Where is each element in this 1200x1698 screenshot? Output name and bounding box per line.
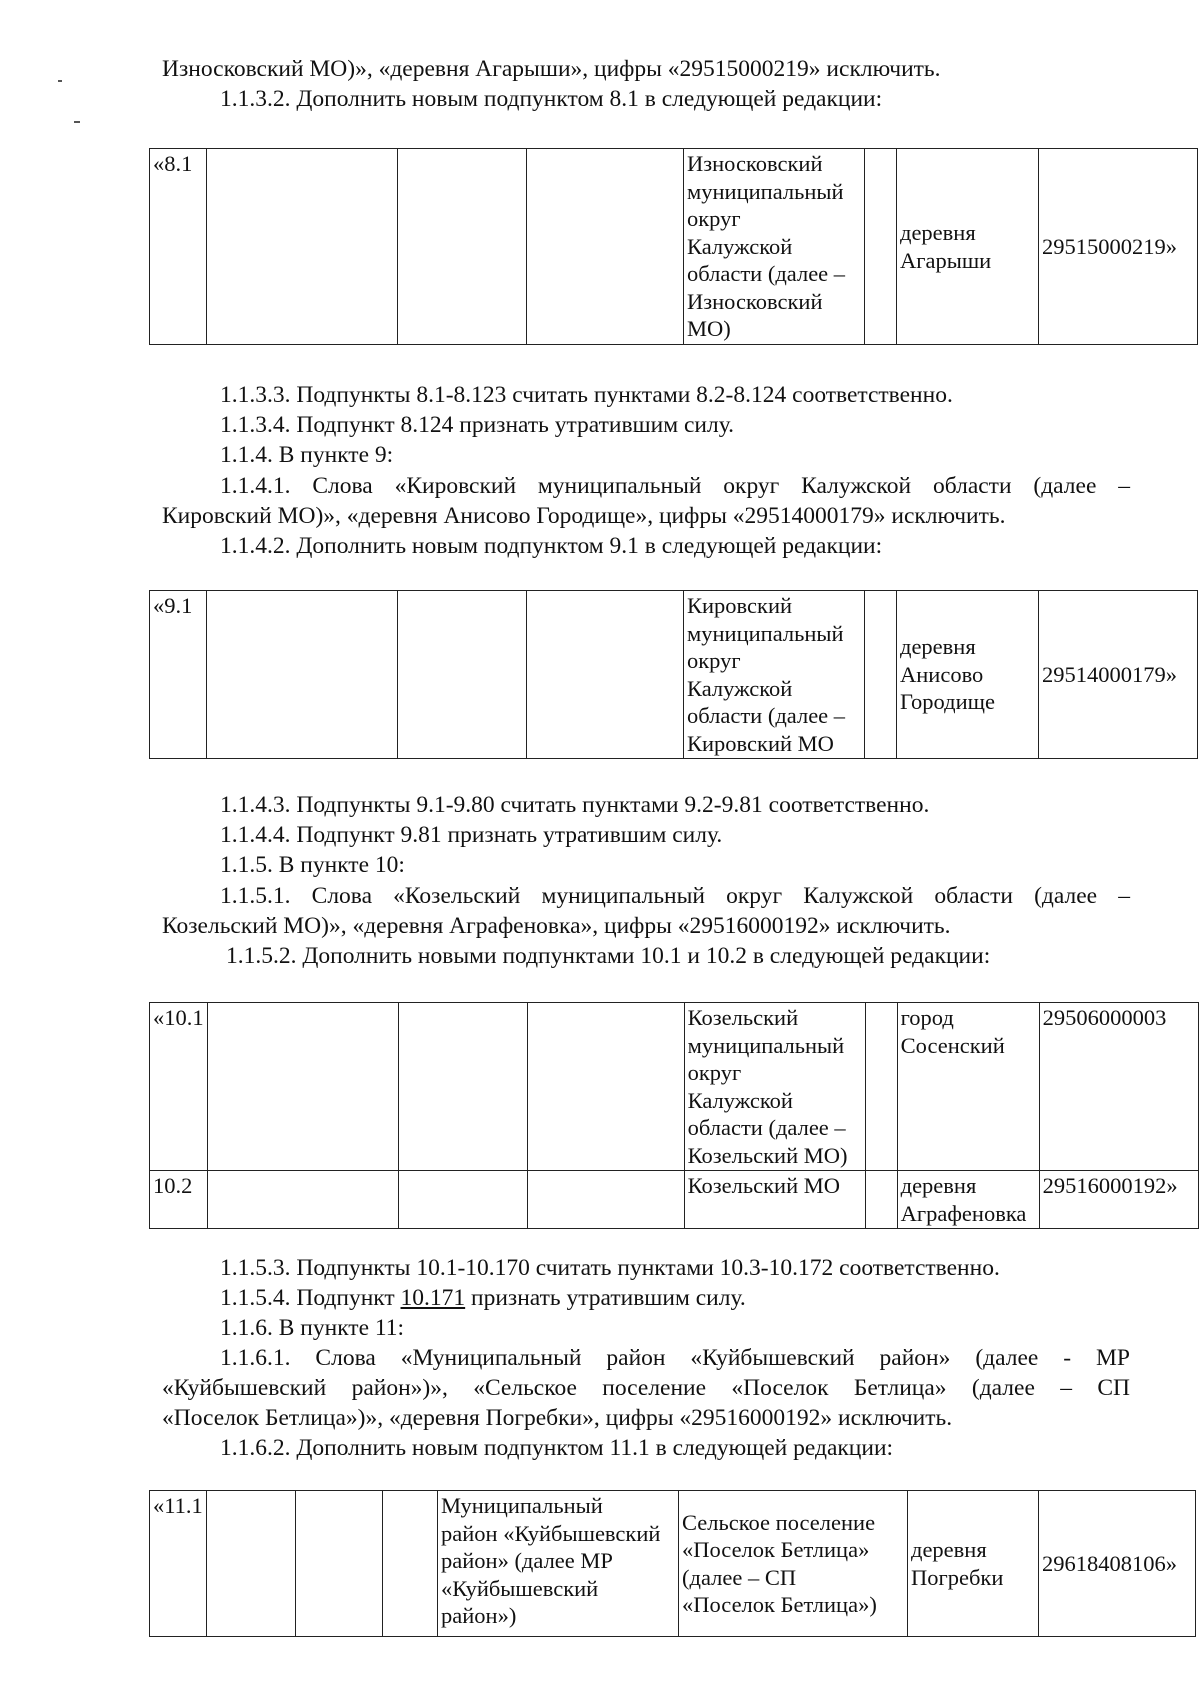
cell-line: Износковский xyxy=(687,151,823,176)
cell-line: Козельский МО) xyxy=(687,1142,848,1168)
cell-line: Анисово xyxy=(900,661,984,687)
table-item-8-1 xyxy=(149,148,1198,345)
cell-empty xyxy=(383,1491,438,1637)
cell-line: «Поселок Бетлица») xyxy=(682,1592,877,1617)
cell-empty xyxy=(527,149,684,345)
cell-code: 29515000219» xyxy=(1039,149,1198,345)
table-items-10-1-10-2 xyxy=(149,1002,1199,1229)
cell-empty xyxy=(398,1171,527,1229)
paragraph-text: 1.1.4.2. Дополнить новым подпунктом 9.1 в следующей редакции: xyxy=(220,533,883,559)
cell-line: деревня xyxy=(900,220,976,245)
table-row xyxy=(150,1491,1196,1637)
cell-line: муниципальный xyxy=(687,1032,845,1058)
cell-number: 10.2 xyxy=(150,1171,208,1229)
paragraph-line: 1.1.4.1. Слова «Кировский муниципальный округ Калужской области (далее – xyxy=(220,473,1130,499)
paragraph-prefix: 1.1.5.4. Подпункт xyxy=(220,1285,401,1311)
table-item-9-1 xyxy=(149,590,1198,759)
paragraph-text xyxy=(220,1343,1130,1373)
cell-line: Износковский xyxy=(687,288,823,314)
cell-line: Городище xyxy=(900,689,995,715)
cell-empty xyxy=(865,1171,897,1229)
cell-line: район «Куйбышевский xyxy=(441,1520,661,1546)
paragraph-text: 1.1.4. В пункте 9: xyxy=(220,442,394,468)
table-row xyxy=(150,1171,1199,1229)
table-row xyxy=(150,1003,1199,1171)
paragraph-text: 1.1.5.2. Дополнить новыми подпунктами 10.1 и 10.2 в следующей редакции: xyxy=(226,943,991,969)
cell-empty xyxy=(207,591,398,759)
cell-empty xyxy=(865,591,897,759)
cell-line: Аграфеновка xyxy=(900,1200,1027,1226)
paragraph-text: 1.1.4.3. Подпункты 9.1-9.80 считать пунктами 9.2-9.81 соответственно. xyxy=(220,792,930,818)
cell-line: район» (далее МР xyxy=(441,1548,613,1573)
paragraph-text xyxy=(220,881,1130,911)
cell-code: 29506000003 xyxy=(1039,1003,1198,1171)
cell-municipality xyxy=(684,1003,865,1171)
cell-empty xyxy=(207,1003,398,1171)
cell-line: Кировский xyxy=(687,593,793,618)
cell-municipality xyxy=(684,591,865,759)
cell-empty xyxy=(865,149,897,345)
cell-settlement xyxy=(897,1171,1039,1229)
cell-line: Козельский xyxy=(687,1005,799,1030)
cell-line: МО) xyxy=(687,316,731,341)
cell-line: Кировский МО xyxy=(687,730,834,756)
cell-empty xyxy=(527,1171,684,1229)
paragraph-text: 1.1.6.2. Дополнить новым подпунктом 11.1 в следующей редакции: xyxy=(220,1435,894,1461)
cell-code: 29618408106» xyxy=(1039,1491,1196,1637)
table-row xyxy=(150,149,1198,345)
cell-line: Калужской xyxy=(687,675,793,701)
cell-code: 29516000192» xyxy=(1039,1171,1198,1229)
cell-rural-settlement xyxy=(679,1491,908,1637)
cell-empty xyxy=(398,149,527,345)
paragraph-text: Кировский МО)», «деревня Анисово Городище», цифры «29514000179» исключить. xyxy=(162,503,1006,529)
cell-code: 29514000179» xyxy=(1039,591,1198,759)
paragraph-line: 1.1.5.1. Слова «Козельский муниципальный округ Калужской области (далее – xyxy=(220,883,1130,909)
paragraph-text: Износковский МО)», «деревня Агарыши», цифры «29515000219» исключить. xyxy=(162,56,941,82)
cell-line: город xyxy=(900,1005,954,1030)
cell-line: округ xyxy=(687,206,741,231)
paragraph-text: Козельский МО)», «деревня Аграфеновка», цифры «29516000192» исключить. xyxy=(162,913,951,939)
cell-empty xyxy=(207,1491,296,1637)
table-row xyxy=(150,591,1198,759)
cell-line: муниципальный xyxy=(687,620,844,646)
cell-line: Калужской xyxy=(687,233,793,259)
cell-line: «Куйбышевский xyxy=(441,1575,599,1601)
cell-empty xyxy=(296,1491,383,1637)
cell-empty xyxy=(527,1003,684,1171)
paragraph-line: «Куйбышевский район»)», «Сельское поселение «Поселок Бетлица» (далее – СП xyxy=(162,1375,1130,1401)
cell-settlement xyxy=(897,149,1039,345)
cell-settlement xyxy=(908,1491,1039,1637)
cell-number: «9.1 xyxy=(150,591,207,759)
cell-line: район») xyxy=(441,1603,517,1628)
cell-line: деревня xyxy=(900,1173,977,1198)
cell-line: (далее – СП xyxy=(682,1564,797,1590)
cell-empty xyxy=(398,591,527,759)
cell-line: области (далее – xyxy=(687,1115,846,1140)
cell-municipality: Козельский МО xyxy=(684,1171,865,1229)
scan-speck xyxy=(74,121,80,123)
cell-settlement xyxy=(897,1003,1039,1171)
cell-line: Погребки xyxy=(911,1564,1004,1590)
cell-line: Муниципальный xyxy=(441,1493,603,1518)
cell-empty xyxy=(398,1003,527,1171)
cell-line: деревня xyxy=(900,634,976,660)
cell-empty xyxy=(207,149,398,345)
scan-speck xyxy=(58,80,62,82)
cell-municipal-district xyxy=(438,1491,679,1637)
cell-number: «10.1 xyxy=(150,1003,208,1171)
paragraph-suffix: признать утратившим силу. xyxy=(465,1285,746,1311)
cell-line: округ xyxy=(687,1060,742,1085)
cell-line: Сосенский xyxy=(900,1032,1005,1058)
paragraph-text xyxy=(220,471,1130,501)
underlined-number: 10.171 xyxy=(400,1285,466,1311)
cell-number: «11.1 xyxy=(150,1491,207,1637)
paragraph-text: 1.1.4.4. Подпункт 9.81 признать утратившим силу. xyxy=(220,822,723,848)
paragraph-text: 1.1.3.3. Подпункты 8.1-8.123 считать пунктами 8.2-8.124 соответственно. xyxy=(220,382,953,408)
cell-line: области (далее – xyxy=(687,703,846,728)
cell-line: Калужской xyxy=(687,1087,793,1113)
cell-municipality xyxy=(684,149,865,345)
paragraph-text: 1.1.3.2. Дополнить новым подпунктом 8.1 в следующей редакции: xyxy=(220,86,883,112)
table-item-11-1 xyxy=(149,1490,1196,1637)
paragraph-text xyxy=(162,1373,1130,1403)
cell-line: «Поселок Бетлица» xyxy=(682,1537,870,1562)
paragraph-text: «Поселок Бетлица»)», «деревня Погребки», цифры «29516000192» исключить. xyxy=(162,1405,953,1431)
paragraph-text xyxy=(220,1283,1130,1313)
paragraph-text: 1.1.3.4. Подпункт 8.124 признать утратившим силу. xyxy=(220,412,734,438)
cell-line: деревня xyxy=(911,1537,987,1562)
paragraph-text: 1.1.5. В пункте 10: xyxy=(220,852,405,878)
cell-line: округ xyxy=(687,648,741,673)
cell-line: Сельское поселение xyxy=(682,1509,876,1535)
paragraph-text: 1.1.6. В пункте 11: xyxy=(220,1315,405,1341)
cell-empty xyxy=(865,1003,897,1171)
cell-empty xyxy=(527,591,684,759)
cell-line: области (далее – xyxy=(687,261,846,286)
cell-line: муниципальный xyxy=(687,178,844,204)
cell-settlement xyxy=(897,591,1039,759)
cell-line: Агарыши xyxy=(900,247,992,273)
paragraph-text: 1.1.5.3. Подпункты 10.1-10.170 считать пунктами 10.3-10.172 соответственно. xyxy=(220,1255,1000,1281)
paragraph-line: 1.1.6.1. Слова «Муниципальный район «Куйбышевский район» (далее - МР xyxy=(220,1345,1130,1371)
cell-empty xyxy=(207,1171,398,1229)
cell-number: «8.1 xyxy=(150,149,207,345)
